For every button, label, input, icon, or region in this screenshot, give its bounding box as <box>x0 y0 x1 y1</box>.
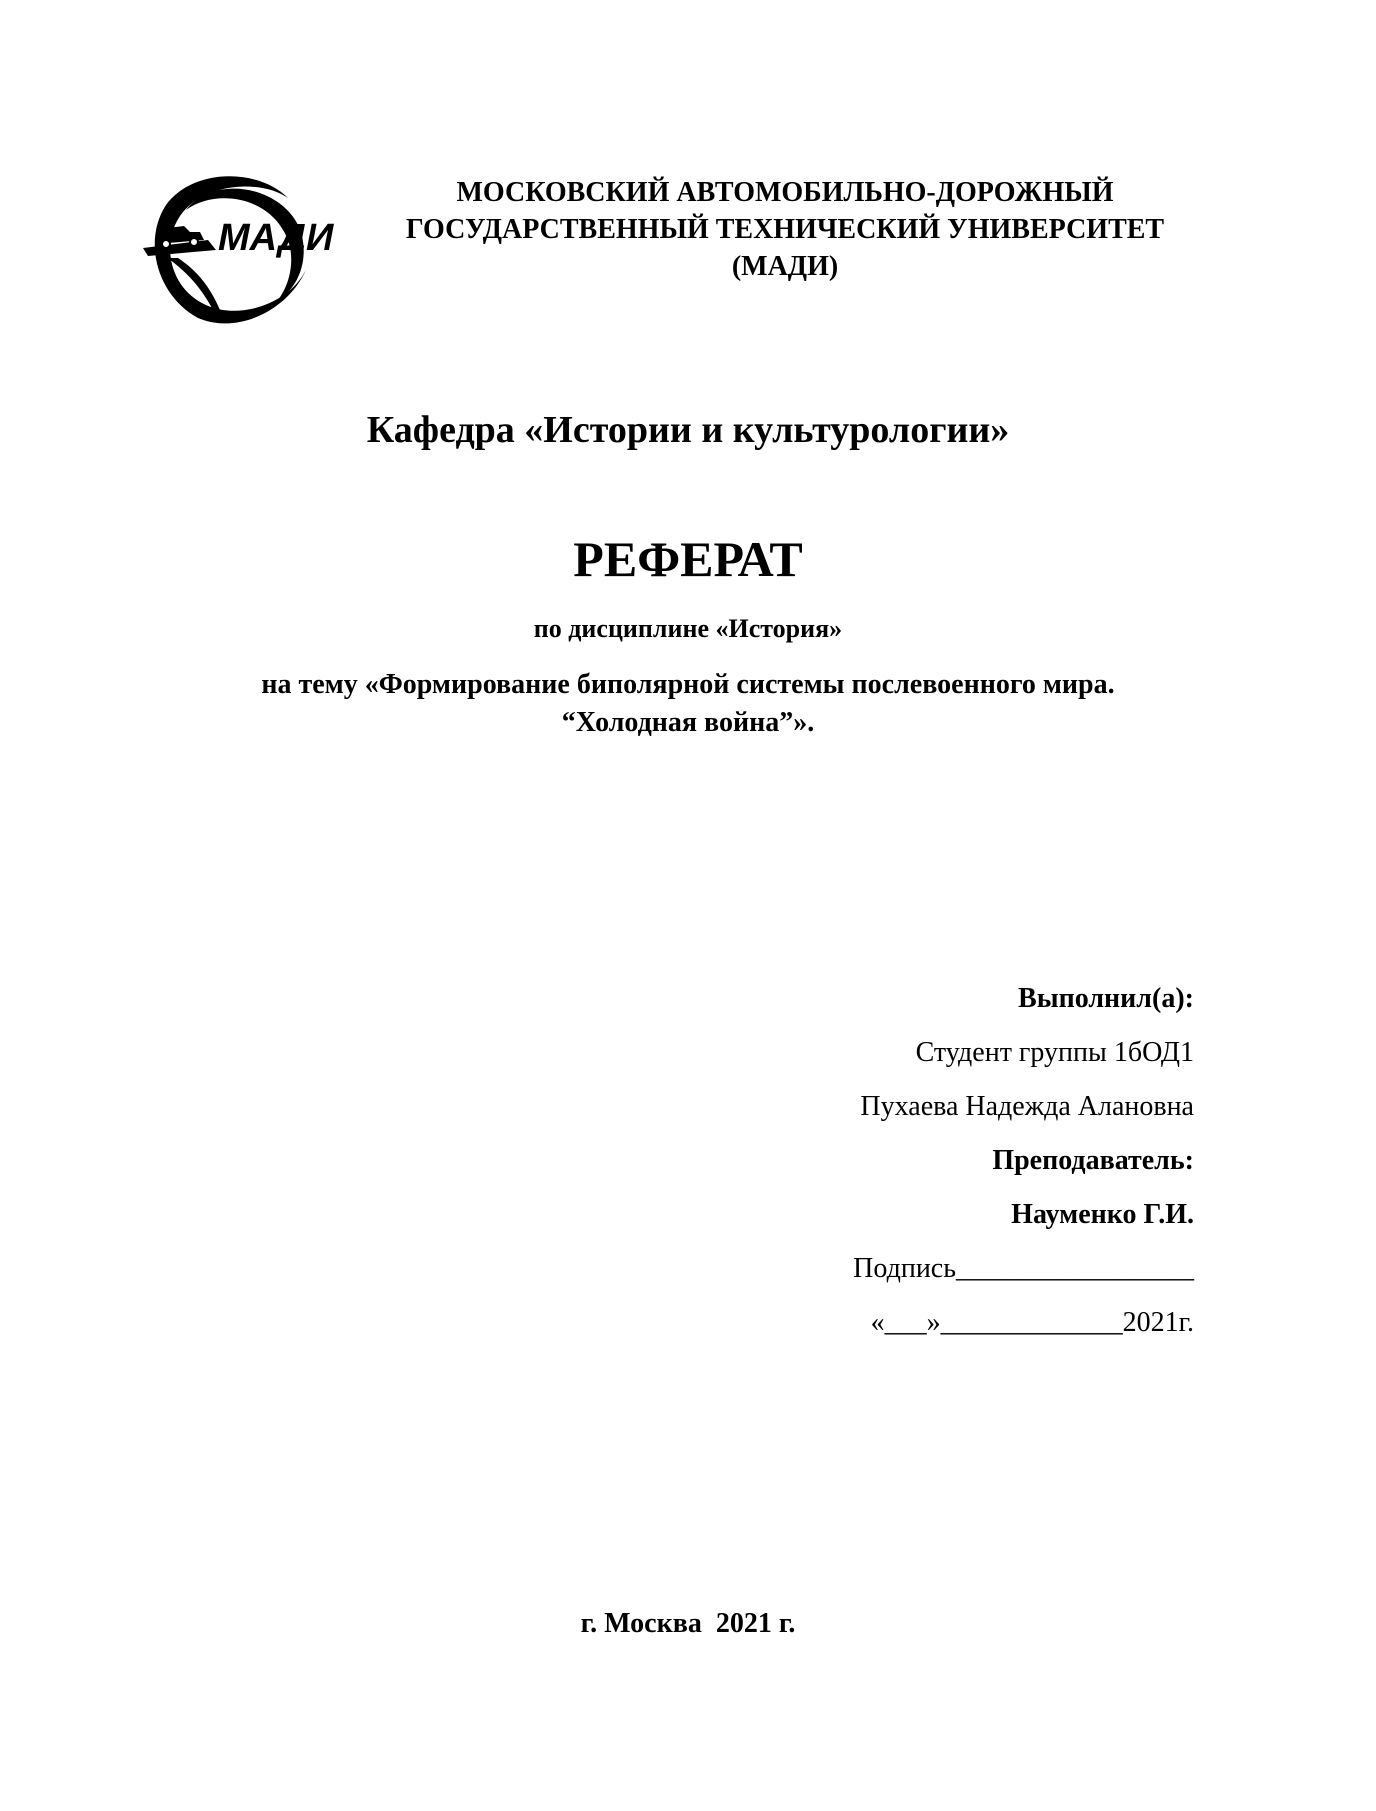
logo-car-wheel-rear <box>190 238 198 246</box>
discipline: по дисциплине «История» <box>533 614 843 643</box>
logo-car-wheel-front <box>162 240 170 248</box>
date-line: «___»_____________2021г. <box>870 1307 1194 1338</box>
teacher-label: Преподаватель: <box>992 1145 1194 1176</box>
city-year: г. Москва 2021 г. <box>580 1608 796 1639</box>
topic <box>0 666 1376 742</box>
university-name-line-3: (МАДИ) <box>731 251 839 282</box>
university-name-line-2: ГОСУДАРСТВЕННЫЙ ТЕХНИЧЕСКИЙ УНИВЕРСИТЕТ <box>405 214 1165 245</box>
student-group: Студент группы 1бОД1 <box>915 1037 1194 1068</box>
university-name <box>335 174 1235 285</box>
university-name-line-1: МОСКОВСКИЙ АВТОМОБИЛЬНО-ДОРОЖНЫЙ <box>456 177 1114 208</box>
logo-road <box>143 240 216 256</box>
document-type: РЕФЕРАТ <box>573 531 803 587</box>
topic-line-1: на тему «Формирование биполярной системы послевоенного мира. <box>261 669 1115 700</box>
signature-line: Подпись_________________ <box>853 1253 1194 1284</box>
logo-text: МАДИ <box>218 217 334 259</box>
topic-line-2: “Холодная война”». <box>561 707 815 738</box>
signature-block <box>594 972 1194 1350</box>
teacher-name: Науменко Г.И. <box>1011 1199 1194 1230</box>
performed-by-label: Выполнил(а): <box>1018 983 1194 1014</box>
department-title: Кафедра «Истории и культурологии» <box>366 409 1010 451</box>
madi-logo <box>138 170 334 326</box>
student-name: Пухаева Надежда Алановна <box>860 1091 1194 1122</box>
